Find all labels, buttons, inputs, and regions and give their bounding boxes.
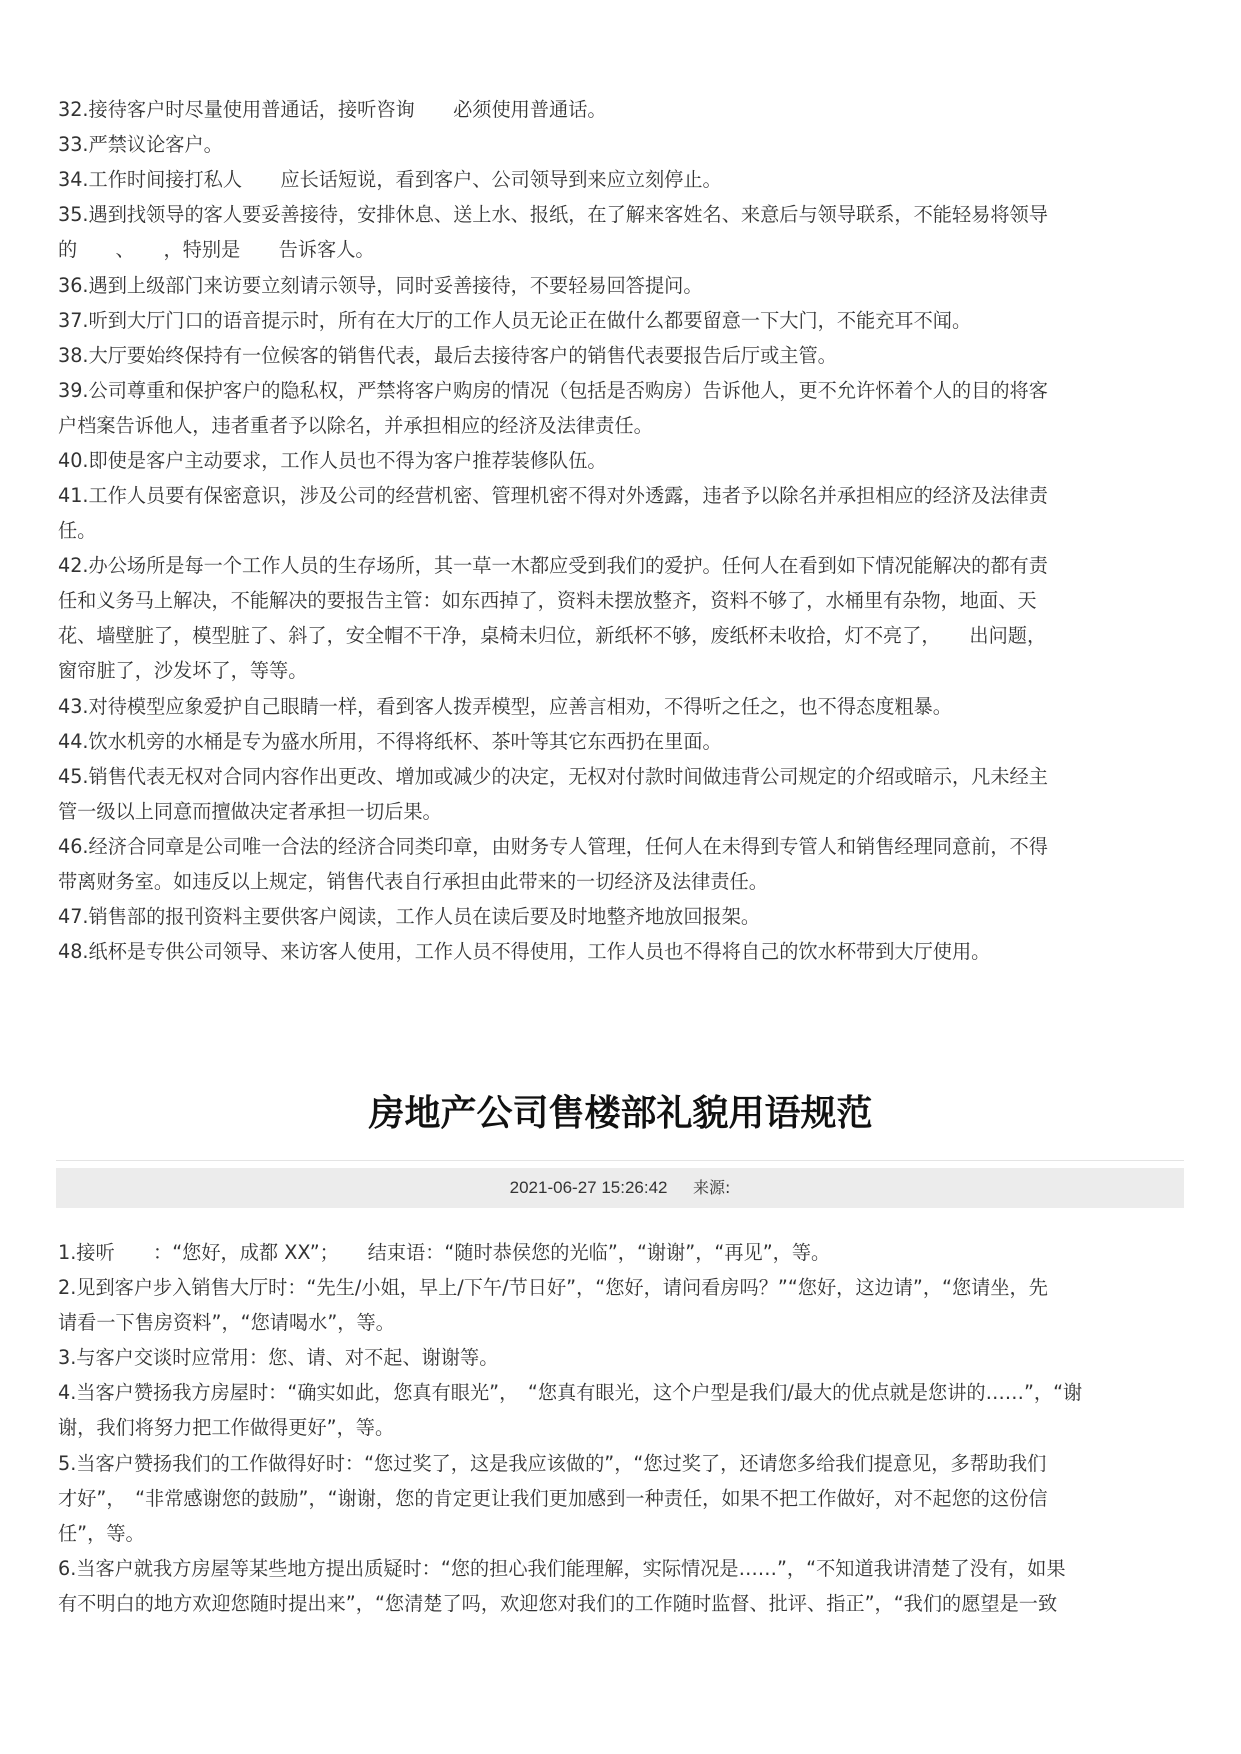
list-item-line: 40.即使是客户主动要求，工作人员也不得为客户推荐装修队伍。 (58, 449, 607, 472)
list-item-line: 3.与客户交谈时应常用：您、请、对不起、谢谢等。 (58, 1346, 499, 1370)
list-item-line: 管一级以上同意而擅做决定者承担一切后果。 (58, 799, 442, 823)
list-item-line: 任”，等。 (58, 1521, 145, 1545)
list-item-line: 花、墙壁脏了，模型脏了、斜了，安全帽不干净，桌椅未归位，新纸杯不够，废纸杯未收拾，灯不亮了， 出问题， (58, 624, 1047, 648)
list-item (58, 92, 1188, 127)
list-item (58, 934, 1188, 969)
list-item (58, 197, 1188, 267)
list-item (58, 162, 1188, 197)
list-item-line: 1.接听 ：“您好，成都 XX”； 结束语：“随时恭侯您的光临”，“谢谢”，“再见”，等。 (58, 1241, 831, 1264)
list-item-line: 45.销售代表无权对合同内容作出更改、增加或减少的决定，无权对付款时间做违背公司规定的介绍或暗示，凡未经主 (58, 764, 1048, 788)
list-item-line: 41.工作人员要有保密意识，涉及公司的经营机密、管理机密不得对外透露，违者予以除名并承担相应的经济及法律责 (58, 484, 1048, 508)
list-item-line: 请看一下售房资料”，“您请喝水”，等。 (58, 1311, 395, 1335)
list-item-line: 有不明白的地方欢迎您随时提出来”，“您清楚了吗，欢迎您对我们的工作随时监督、批评、指正”，“我们的愿望是一致 (58, 1591, 1058, 1615)
list-item (58, 1270, 1188, 1340)
list-item-line: 的 、 ，特别是 告诉客人。 (58, 238, 375, 262)
list-item-line: 32.接待客户时尽量使用普通话，接听咨询 必须使用普通话。 (58, 98, 607, 121)
list-item-line: 任。 (58, 519, 97, 543)
list-item-line: 38.大厅要始终保持有一位候客的销售代表，最后去接待客户的销售代表要报告后厅或主管。 (58, 343, 837, 367)
list-item-line: 36.遇到上级部门来访要立刻请示领导，同时妥善接待，不要轻易回答提问。 (58, 273, 703, 297)
list-item-line: 39.公司尊重和保护客户的隐私权，严禁将客户购房的情况（包括是否购房）告诉他人，更不允许怀着个人的目的将客 (58, 378, 1048, 402)
list-item-line: 44.饮水机旁的水桶是专为盛水所用，不得将纸杯、茶叶等其它东西扔在里面。 (58, 729, 722, 753)
list-item-line: 43.对待模型应象爱护自己眼睛一样，看到客人拨弄模型，应善言相劝，不得听之任之，也不得态度粗暴。 (58, 694, 952, 718)
list-item-line: 5.当客户赞扬我们的工作做得好时：“您过奖了，这是我应该做的”，“您过奖了，还请您多给我们提意见，多帮助我们 (58, 1451, 1047, 1475)
list-item-line: 34.工作时间接打私人 应长话短说，看到客户、公司领导到来应立刻停止。 (58, 168, 722, 192)
list-item (58, 724, 1188, 759)
list-item (58, 1235, 1188, 1270)
list-item (58, 1375, 1188, 1445)
list-item-line: 42.办公场所是每一个工作人员的生存场所，其一草一木都应受到我们的爱护。任何人在看到如下情况能解决的都有责 (58, 554, 1048, 578)
list-item (58, 1551, 1188, 1621)
list-item-line: 户档案告诉他人，违者重者予以除名，并承担相应的经济及法律责任。 (58, 413, 653, 437)
list-item (58, 1446, 1188, 1551)
list-item (58, 899, 1188, 934)
article-title: 房地产公司售楼部礼貌用语规范 (368, 1093, 873, 1134)
list-item (58, 548, 1188, 688)
list-item (58, 338, 1188, 373)
article-date: 2021-06-27 15:26:42 (509, 1178, 668, 1197)
list-item (58, 373, 1188, 443)
list-item-line: 带离财务室。如违反以上规定，销售代表自行承担由此带来的一切经济及法律责任。 (58, 870, 768, 894)
article-source-label: 来源: (692, 1178, 731, 1197)
list-item (58, 127, 1188, 162)
article-meta-bar (56, 1168, 1184, 1208)
list-item-line: 6.当客户就我方房屋等某些地方提出质疑时：“您的担心我们能理解，实际情况是……”，“不知道我讲清楚了没有，如果 (58, 1556, 1066, 1580)
list-item-line: 35.遇到找领导的客人要妥善接待，安排休息、送上水、报纸，在了解来客姓名、来意后与领导联系，不能轻易将领导 (58, 203, 1048, 227)
list-item (58, 1340, 1188, 1375)
list-item (58, 689, 1188, 724)
list-item (58, 268, 1188, 303)
list-item (58, 759, 1188, 829)
list-item-line: 48.纸杯是专供公司领导、来访客人使用，工作人员不得使用，工作人员也不得将自己的饮水杯带到大厅使用。 (58, 940, 991, 964)
list-item (58, 303, 1188, 338)
list-item (58, 829, 1188, 899)
list-item-line: 33.严禁议论客户。 (58, 133, 223, 157)
list-item-line: 才好”， “非常感谢您的鼓励”，“谢谢，您的肯定更让我们更加感到一种责任，如果不把工作做好，对不起您的这份信 (58, 1486, 1048, 1510)
list-item-line: 46.经济合同章是公司唯一合法的经济合同类印章，由财务专人管理，任何人在未得到专管人和销售经理同意前，不得 (58, 835, 1048, 859)
list-item-line: 2.见到客户步入销售大厅时：“先生/小姐，早上/下午/节日好”，“您好，请问看房吗？”“您好，这边请”，“您请坐，先 (58, 1276, 1048, 1300)
list-item-line: 任和义务马上解决，不能解决的要报告主管：如东西掉了，资料未摆放整齐，资料不够了，水桶里有杂物，地面、天 (58, 589, 1037, 613)
list-item-line: 谢，我们将努力把工作做得更好”，等。 (58, 1416, 395, 1440)
title-divider (56, 1160, 1184, 1161)
list-item (58, 478, 1188, 548)
list-item-line: 47.销售部的报刊资料主要供客户阅读，工作人员在读后要及时地整齐地放回报架。 (58, 905, 761, 929)
list-item-line: 4.当客户赞扬我方房屋时：“确实如此，您真有眼光”， “您真有眼光，这个户型是我们/最大的优点就是您讲的……”，“谢 (58, 1381, 1083, 1405)
list-item (58, 443, 1188, 478)
list-item-line: 37.听到大厅门口的语音提示时，所有在大厅的工作人员无论正在做什么都要留意一下大门，不能充耳不闻。 (58, 308, 972, 332)
list-item-line: 窗帘脏了，沙发坏了，等等。 (58, 659, 308, 683)
